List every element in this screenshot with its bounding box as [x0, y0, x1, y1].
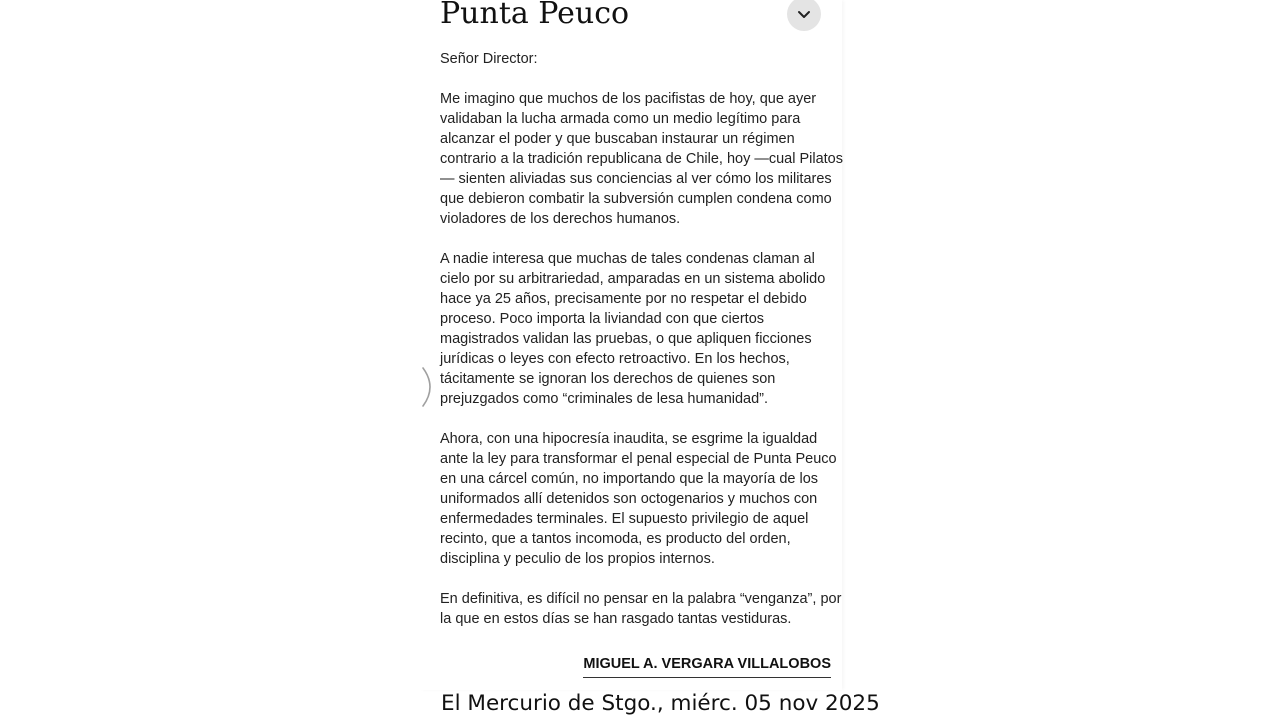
paragraph-line: proceso. Poco importa la liviandad con que ciertos: [440, 311, 765, 327]
paragraph-line: la que en estos días se han rasgado tantas vestiduras.: [440, 611, 792, 627]
paragraph-line: — sienten aliviadas sus conciencias al ver cómo los militares: [440, 171, 832, 187]
paragraph-line: ante la ley para transformar el penal especial de Punta Peuco: [440, 451, 837, 467]
paragraph-line: contrario a la tradición republicana de Chile, hoy —cual Pilatos: [440, 151, 843, 167]
spinner-icon: [419, 366, 435, 408]
letter-signature: MIGUEL A. VERGARA VILLALOBOS: [583, 654, 831, 678]
letter-paragraph-1: [440, 89, 843, 229]
letter-article: [420, 0, 842, 690]
letter-paragraph-4: [440, 589, 840, 629]
paragraph-line: Me imagino que muchos de los pacifistas de hoy, que ayer: [440, 91, 817, 107]
paragraph-line: En definitiva, es difícil no pensar en la palabra “venganza”, por: [440, 591, 842, 607]
paragraph-line: que debieron combatir la subversión cumplen condena como: [440, 191, 832, 207]
paragraph-line: hace ya 25 años, precisamente por no respetar el debido: [440, 291, 807, 307]
paragraph-line: Ahora, con una hipocresía inaudita, se esgrime la igualdad: [440, 431, 818, 447]
paragraph-line: cielo por su arbitrariedad, amparadas en un sistema abolido: [440, 271, 826, 287]
paragraph-line: A nadie interesa que muchas de tales condenas claman al: [440, 251, 815, 267]
paragraph-line: en una cárcel común, no importando que la mayoría de los: [440, 471, 819, 487]
paragraph-line: violadores de los derechos humanos.: [440, 211, 681, 227]
paragraph-line: enfermedades terminales. El supuesto privilegio de aquel: [440, 511, 809, 527]
paragraph-line: prejuzgados como “criminales de lesa humanidad”.: [440, 391, 769, 407]
letter-paragraph-2: [440, 249, 840, 409]
letter-salutation: Señor Director:: [440, 51, 538, 67]
source-caption: El Mercurio de Stgo., miérc. 05 nov 2025: [441, 691, 880, 716]
paragraph-line: recinto, que a tantos incomoda, es producto del orden,: [440, 531, 791, 547]
paragraph-line: validaban la lucha armada como un medio legítimo para: [440, 111, 801, 127]
collapse-button[interactable]: [787, 0, 821, 31]
article-title: Punta Peuco: [440, 0, 630, 31]
paragraph-line: uniformados allí detenidos son octogenarios y muchos con: [440, 491, 818, 507]
paragraph-line: jurídicas o leyes con efecto retroactivo. En los hechos,: [440, 351, 790, 367]
paragraph-line: disciplina y peculio de los propios internos.: [440, 551, 715, 567]
paragraph-line: alcanzar el poder y que buscaban instaurar un régimen: [440, 131, 795, 147]
paragraph-line: tácitamente se ignoran los derechos de quienes son: [440, 371, 776, 387]
letter-paragraph-3: [440, 429, 840, 569]
chevron-down-icon: [796, 6, 812, 22]
paragraph-line: magistrados validan las pruebas, o que apliquen ficciones: [440, 331, 812, 347]
